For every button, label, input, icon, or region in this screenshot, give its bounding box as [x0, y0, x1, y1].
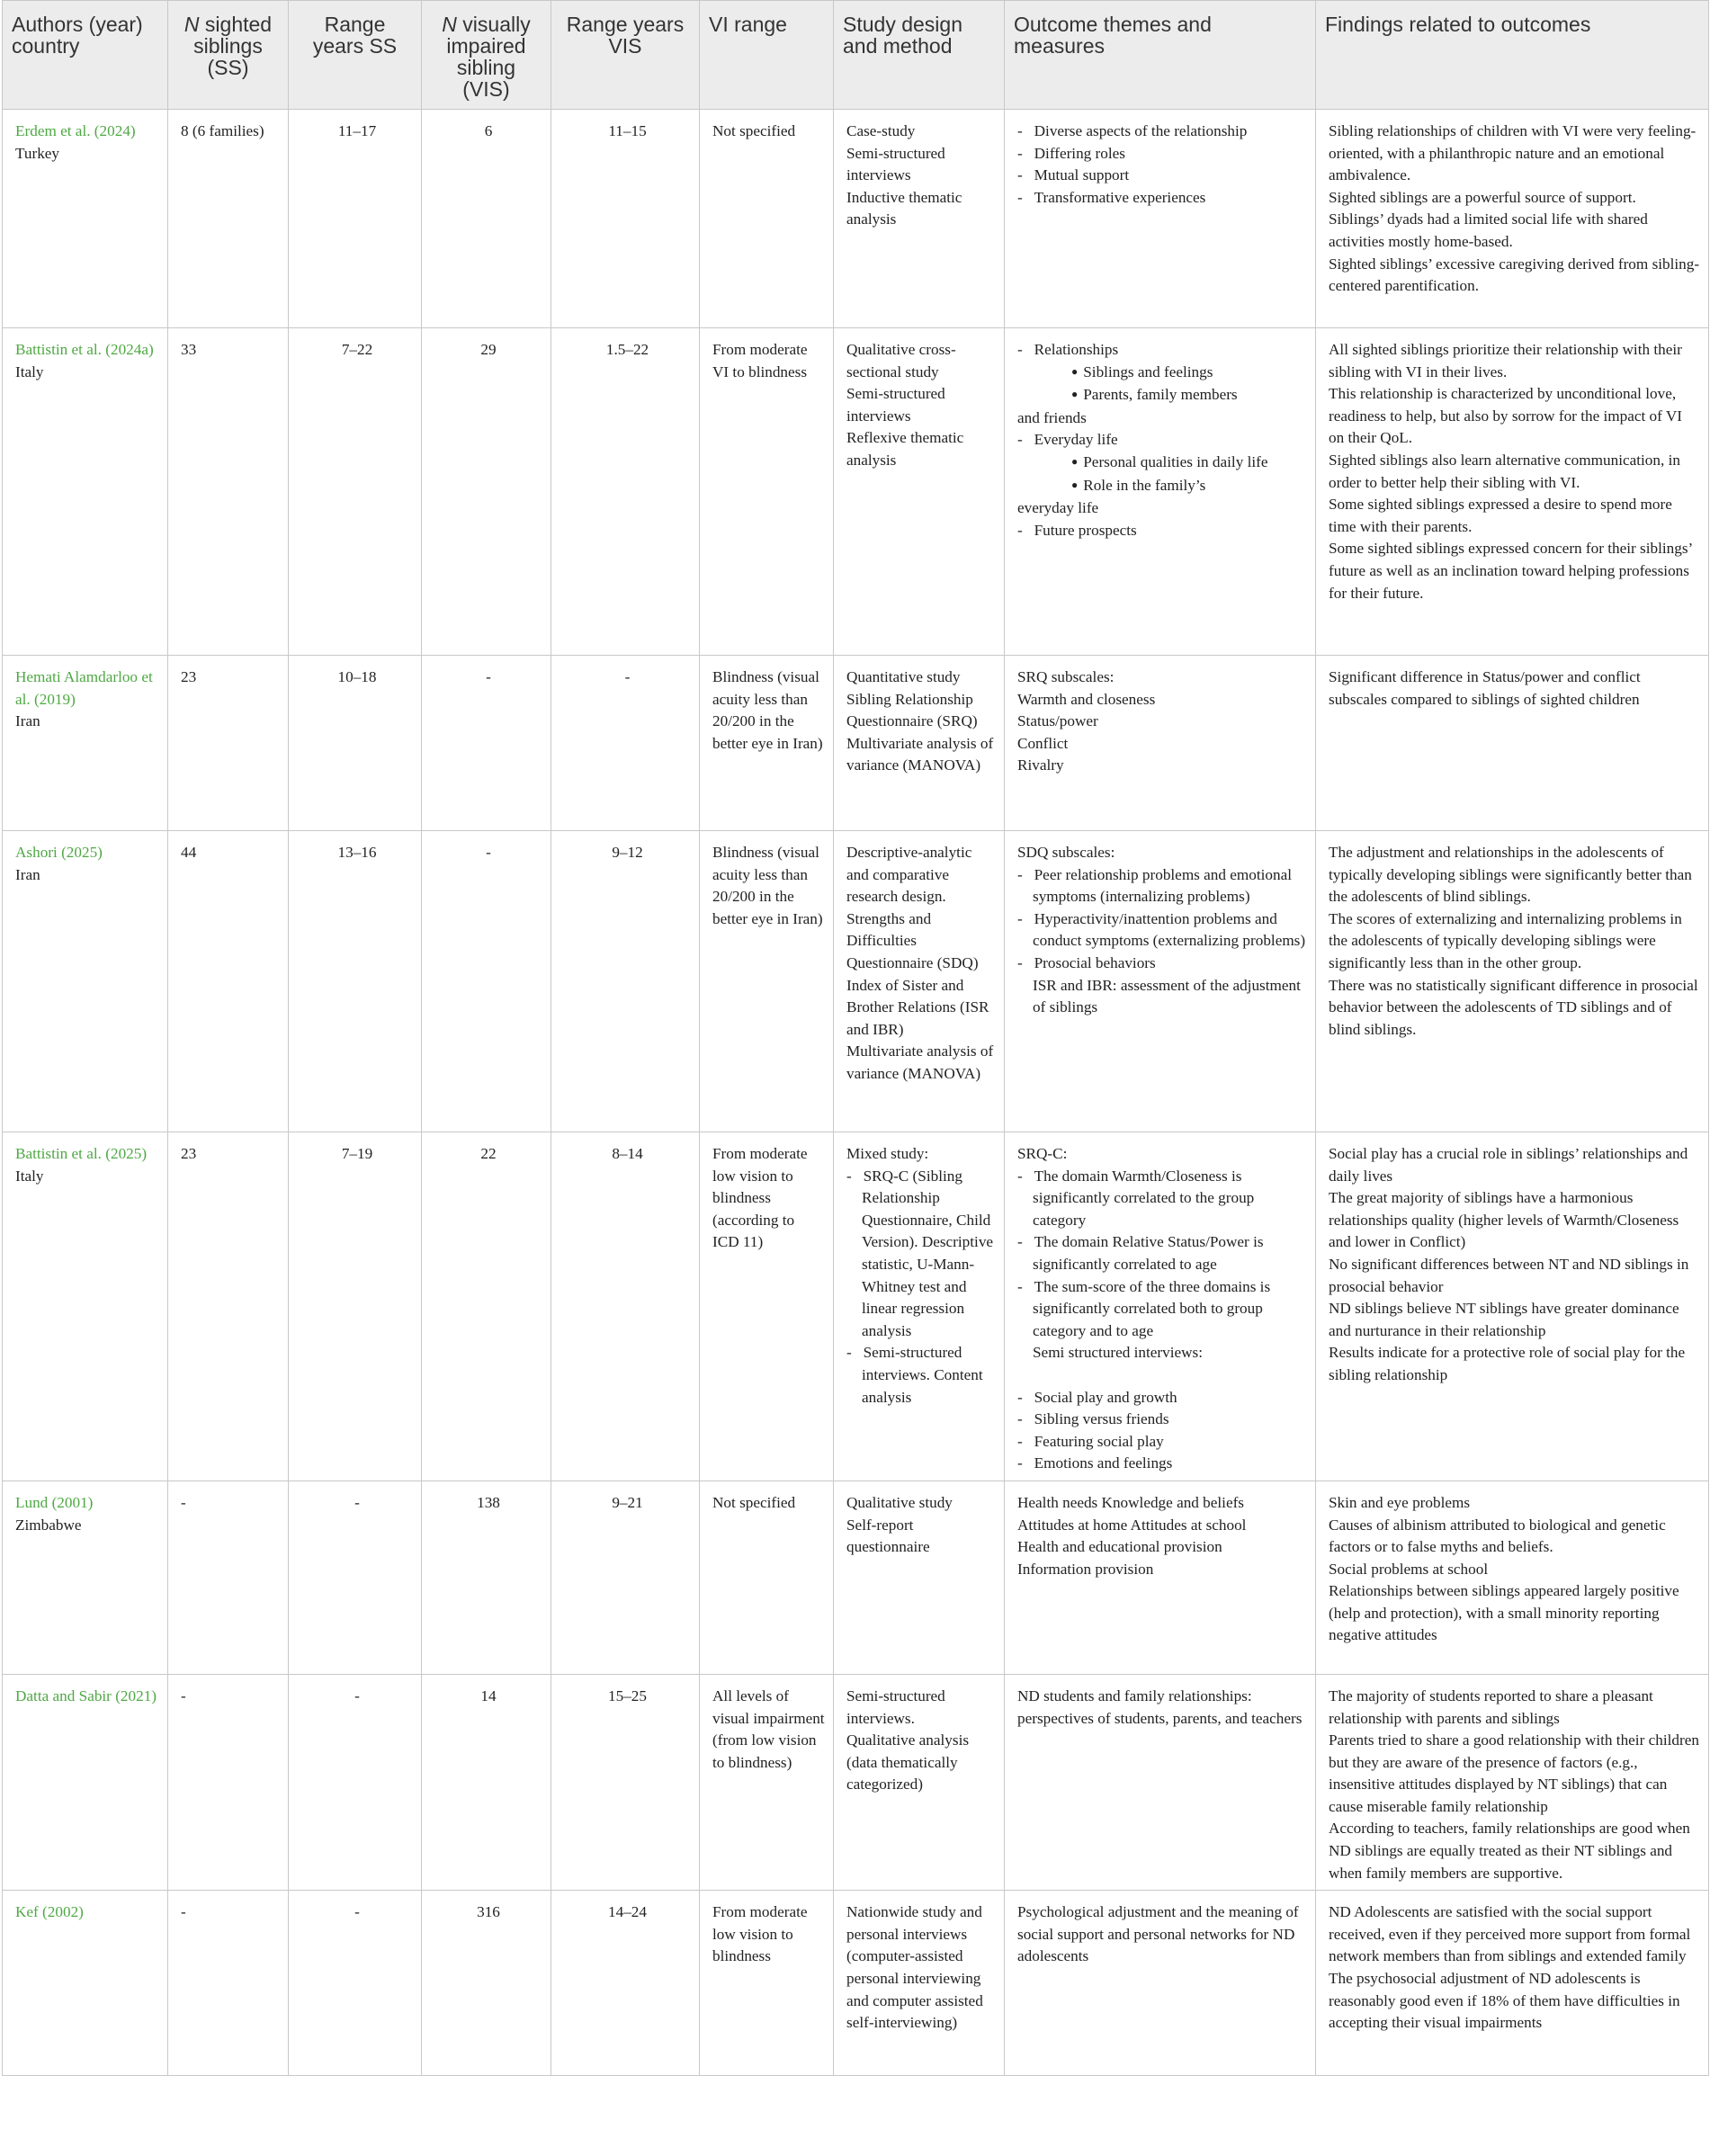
cell-design: Semi-structured interviews. Qualitative analysis (data thematically categorized) — [834, 1674, 1005, 1890]
cell-range-vis: 9–12 — [551, 831, 700, 1132]
cell-design: Descriptive-analytic and comparative research design. Strengths and Difficulties Questionnaire (SDQ) Index of Sister and Brother Relations (ISR and IBR) Multivariate analysis of variance (MANOVA) — [834, 831, 1005, 1132]
cell-outcomes: ND students and family relationships: perspectives of students, parents, and teachers — [1005, 1674, 1316, 1890]
cell-authors: Battistin et al. (2024a) Italy — [3, 328, 168, 656]
table-row — [3, 110, 1709, 328]
cell-design: Nationwide study and personal interviews (computer-assisted personal interviewing and computer assisted self-interviewing) — [834, 1891, 1005, 2076]
cell-n-vis: 138 — [422, 1481, 551, 1674]
cell-outcomes: SRQ-C: - The domain Warmth/Closeness is significantly correlated to the group category - The domain Relative Status/Power is significantly correlated to age - The sum-score of the three domains is significantly correlated both to group category and to age Semi structured interviews: - Social play and growth - Sibling versus friends - Featuring social play - Emotions and feelings — [1005, 1132, 1316, 1481]
cell-range-ss: 7–22 — [289, 328, 422, 656]
cell-authors — [3, 1674, 168, 1890]
cell-n-vis: - — [422, 831, 551, 1132]
cell-n-vis: 14 — [422, 1674, 551, 1890]
reference-link[interactable]: Erdem et al. (2024) — [15, 122, 136, 139]
cell-findings: The majority of students reported to share a pleasant relationship with parents and siblings Parents tried to share a good relationship with their children but they are aware of the presence of factors (e.g., insensitive attitudes displayed by NT siblings) that can cause miserable family relationship According to teachers, family relationships are good when ND siblings are equally treated as their NT siblings and when family members are supportive. — [1316, 1674, 1709, 1890]
cell-vi-range: From moderate low vision to blindness — [700, 1891, 834, 2076]
header-findings: Findings related to outcomes — [1316, 1, 1709, 110]
cell-n-vis: 29 — [422, 328, 551, 656]
cell-authors: Erdem et al. (2024) Turkey — [3, 110, 168, 328]
header-row — [3, 1, 1709, 110]
cell-range-ss: - — [289, 1891, 422, 2076]
cell-n-vis: 316 — [422, 1891, 551, 2076]
cell-range-vis: 9–21 — [551, 1481, 700, 1674]
table-row — [3, 328, 1709, 656]
cell-n-sighted: 23 — [168, 656, 289, 831]
cell-range-ss: 11–17 — [289, 110, 422, 328]
reference-link[interactable]: Datta and Sabir (2021) — [15, 1686, 157, 1704]
cell-n-sighted: 8 (6 families) — [168, 110, 289, 328]
cell-vi-range: All levels of visual impairment (from low vision to blindness) — [700, 1674, 834, 1890]
reference-link[interactable]: Hemati Alamdarloo et al. (2019) — [15, 668, 153, 708]
cell-range-vis: 11–15 — [551, 110, 700, 328]
table-row — [3, 1674, 1709, 1890]
cell-range-vis: 15–25 — [551, 1674, 700, 1890]
reference-link[interactable]: Kef (2002) — [15, 1903, 84, 1921]
cell-vi-range: Not specified — [700, 1481, 834, 1674]
table-row — [3, 1481, 1709, 1674]
header-range-vis: Range years VIS — [551, 1, 700, 110]
cell-design: Quantitative study Sibling Relationship Questionnaire (SRQ) Multivariate analysis of variance (MANOVA) — [834, 656, 1005, 831]
cell-range-ss: - — [289, 1481, 422, 1674]
cell-n-sighted: 44 — [168, 831, 289, 1132]
cell-n-sighted: - — [168, 1891, 289, 2076]
cell-range-vis: - — [551, 656, 700, 831]
cell-authors: Battistin et al. (2025) Italy — [3, 1132, 168, 1481]
header-authors: Authors (year) country — [3, 1, 168, 110]
cell-design: Qualitative study Self-report questionnaire — [834, 1481, 1005, 1674]
header-n-sighted: N sighted siblings (SS) — [168, 1, 289, 110]
table-row — [3, 1132, 1709, 1481]
cell-findings: Social play has a crucial role in siblings’ relationships and daily lives The great majority of siblings have a harmonious relationships quality (higher levels of Warmth/Closeness and lower in Conflict) No significant differences between NT and ND siblings in prosocial behavior ND siblings believe NT siblings have greater dominance and nurturance in their relationship Results indicate for a protective role of social play for the sibling relationship — [1316, 1132, 1709, 1481]
cell-range-ss: 10–18 — [289, 656, 422, 831]
cell-findings: All sighted siblings prioritize their relationship with their sibling with VI in their lives. This relationship is characterized by unconditional love, readiness to help, but also by sorrow for the impact of VI on their QoL. Sighted siblings also learn alternative communication, in order to better help their sibling with VI. Some sighted siblings expressed a desire to spend more time with their parents. Some sighted siblings expressed concern for their siblings’ future as well as an inclination toward helping professions for their future. — [1316, 328, 1709, 656]
header-design: Study design and method — [834, 1, 1005, 110]
reference-link[interactable]: Ashori (2025) — [15, 844, 103, 861]
cell-n-vis: - — [422, 656, 551, 831]
table-row — [3, 831, 1709, 1132]
cell-n-vis: 6 — [422, 110, 551, 328]
header-range-ss: Range years SS — [289, 1, 422, 110]
cell-authors: Lund (2001) Zimbabwe — [3, 1481, 168, 1674]
reference-link[interactable]: Battistin et al. (2025) — [15, 1145, 148, 1162]
cell-range-ss: - — [289, 1674, 422, 1890]
studies-table — [2, 0, 1709, 2076]
cell-findings: Sibling relationships of children with VI were very feeling-oriented, with a philanthropic nature and an emotional ambivalence. Sighted siblings are a powerful source of support. Siblings’ dyads had a limited social life with shared activities mostly home-based. Sighted siblings’ excessive caregiving derived from sibling-centered parentification. — [1316, 110, 1709, 328]
reference-link[interactable]: Battistin et al. (2024a) — [15, 341, 154, 358]
cell-outcomes: Psychological adjustment and the meaning of social support and personal networks for ND adolescents — [1005, 1891, 1316, 2076]
cell-findings: The adjustment and relationships in the adolescents of typically developing siblings were significantly better than the adolescents of blind siblings. The scores of externalizing and internalizing problems in the adolescents of typically developing siblings were significantly less than in the other group. There was no statistically significant difference in prosocial behavior between the adolescents of TD siblings and of blind siblings. — [1316, 831, 1709, 1132]
cell-range-vis: 14–24 — [551, 1891, 700, 2076]
cell-authors — [3, 1891, 168, 2076]
cell-n-sighted: - — [168, 1481, 289, 1674]
cell-outcomes: Health needs Knowledge and beliefs Attitudes at home Attitudes at school Health and educational provision Information provision — [1005, 1481, 1316, 1674]
cell-range-ss: 13–16 — [289, 831, 422, 1132]
cell-findings: Significant difference in Status/power and conflict subscales compared to siblings of sighted children — [1316, 656, 1709, 831]
cell-outcomes: SRQ subscales: Warmth and closeness Status/power Conflict Rivalry — [1005, 656, 1316, 831]
cell-vi-range: Not specified — [700, 110, 834, 328]
cell-design: Qualitative cross-sectional study Semi-structured interviews Reflexive thematic analysis — [834, 328, 1005, 656]
cell-authors: Hemati Alamdarloo et al. (2019) Iran — [3, 656, 168, 831]
cell-design: Case-study Semi-structured interviews Inductive thematic analysis — [834, 110, 1005, 328]
cell-n-sighted: - — [168, 1674, 289, 1890]
cell-findings: Skin and eye problems Causes of albinism attributed to biological and genetic factors or to false myths and beliefs. Social problems at school Relationships between siblings appeared largely positive (help and protection), with a small minority reporting negative attitudes — [1316, 1481, 1709, 1674]
cell-authors: Ashori (2025) Iran — [3, 831, 168, 1132]
cell-n-sighted: 33 — [168, 328, 289, 656]
table-row — [3, 1891, 1709, 2076]
cell-vi-range: From moderate low vision to blindness (according to ICD 11) — [700, 1132, 834, 1481]
cell-vi-range: From moderate VI to blindness — [700, 328, 834, 656]
cell-range-ss: 7–19 — [289, 1132, 422, 1481]
header-n-vis: N visually impaired sibling (VIS) — [422, 1, 551, 110]
cell-range-vis: 8–14 — [551, 1132, 700, 1481]
header-outcomes: Outcome themes and measures — [1005, 1, 1316, 110]
table-row — [3, 656, 1709, 831]
header-vi-range: VI range — [700, 1, 834, 110]
cell-outcomes: SDQ subscales: - Peer relationship problems and emotional symptoms (internalizing problems) - Hyperactivity/inattention problems and conduct symptoms (externalizing problems) - Prosocial behaviors ISR and IBR: assessment of the adjustment of siblings — [1005, 831, 1316, 1132]
cell-findings: ND Adolescents are satisfied with the social support received, even if they perceived more support from formal network members than from siblings and extended family The psychosocial adjustment of ND adolescents is reasonably good even if 18% of them have difficulties in accepting their visual impairments — [1316, 1891, 1709, 2076]
cell-n-sighted: 23 — [168, 1132, 289, 1481]
cell-outcomes: - Relationships ● Siblings and feelings ● Parents, family members and friends - Everyday life ● Personal qualities in daily life ● Role in the family’s everyday life - Future prospects — [1005, 328, 1316, 656]
cell-outcomes: - Diverse aspects of the relationship - Differing roles - Mutual support - Transformative experiences — [1005, 110, 1316, 328]
cell-vi-range: Blindness (visual acuity less than 20/200 in the better eye in Iran) — [700, 831, 834, 1132]
reference-link[interactable]: Lund (2001) — [15, 1493, 94, 1511]
cell-range-vis: 1.5–22 — [551, 328, 700, 656]
cell-n-vis: 22 — [422, 1132, 551, 1481]
cell-design: Mixed study: - SRQ-C (Sibling Relationship Questionnaire, Child Version). Descriptive statistic, U-Mann-Whitney test and linear regression analysis - Semi-structured interviews. Content analysis — [834, 1132, 1005, 1481]
cell-vi-range: Blindness (visual acuity less than 20/200 in the better eye in Iran) — [700, 656, 834, 831]
